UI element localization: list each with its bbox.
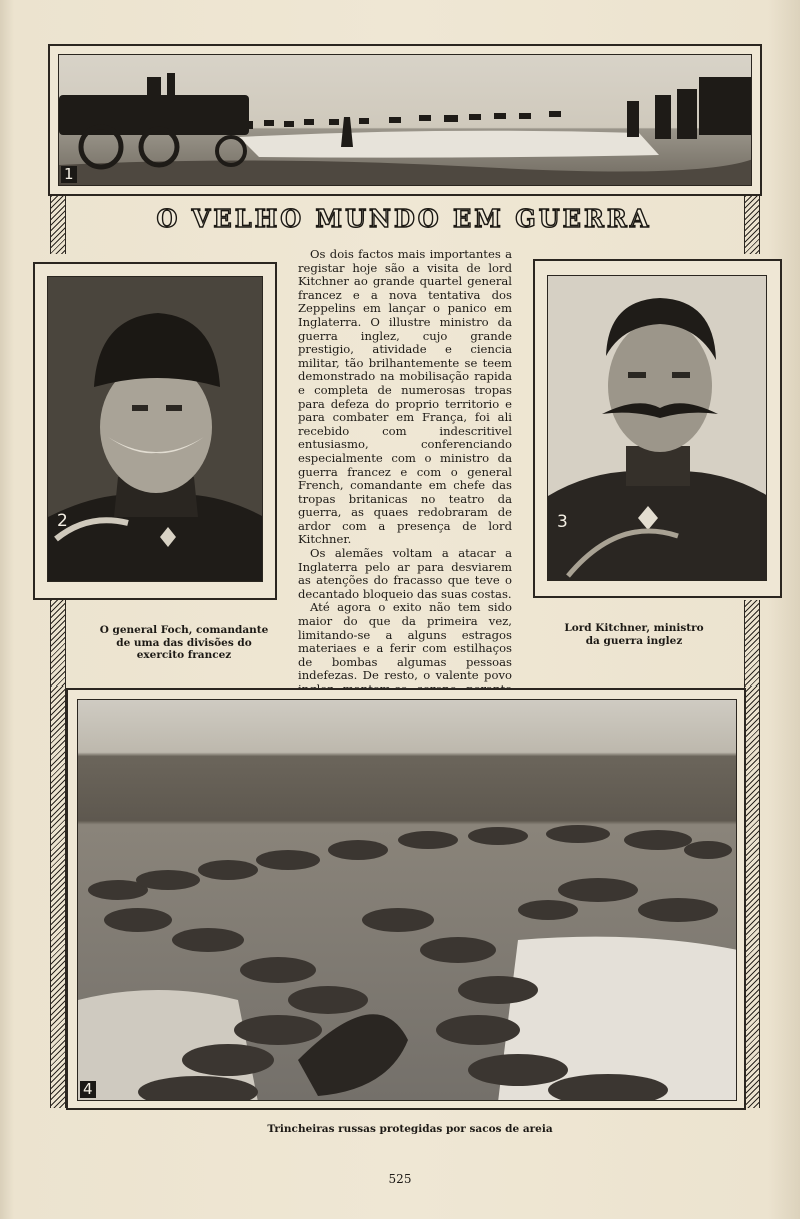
trench-photo — [77, 699, 737, 1101]
right-decorative-border-lower — [744, 600, 760, 686]
foch-portrait — [47, 276, 263, 582]
photo-number-4: 4 — [80, 1081, 96, 1098]
right-decorative-border — [744, 196, 760, 254]
photo-number-1: 1 — [61, 166, 77, 183]
article-paragraph-2: Os alemães voltam a atacar a Inglaterra pelo ar para desviarem as atenções do fracasso que teve o decantado bloqueio das suas costas. — [298, 546, 512, 601]
trench-caption: Trincheiras russas protegidas por sacos de areia — [267, 1123, 553, 1135]
foch-portrait-frame — [33, 262, 277, 600]
article-paragraph-3: Até agora o exito não tem sido maior do que da primeira vez, limitando-se a alguns estragos materiaes e a ferir com estilhaços de bombas algumas pessoas indefezas. De resto, o valente povo — [298, 600, 512, 683]
right-trench-border — [744, 686, 760, 1108]
kitchner-portrait-frame — [533, 259, 782, 598]
top-photo-frame — [48, 44, 762, 196]
kitchner-caption: Lord Kitchner, ministro da guerra inglez — [564, 622, 704, 647]
kitchner-portrait-illustration — [548, 276, 767, 581]
photo-number-3: 3 — [557, 512, 568, 532]
headline: O VELHO MUNDO EM GUERRA — [156, 204, 652, 233]
foch-caption: O general Foch, comandante de uma das divisões do exercito francez — [99, 624, 269, 661]
trench-sandbags-illustration — [78, 700, 737, 1101]
article-body — [298, 248, 512, 724]
left-decorative-border — [50, 196, 66, 254]
article-paragraph-1: Os dois factos mais importantes a registar hoje são a visita de lord Kitchner ao grande quartel general francez e a nova tentativa dos Zeppelins em lançar o panico em Inglaterra. O illustre ministro da guerra inglez, cujo grande prestigio, atividade e ciencia militar, tão brilhantemente se teem demonstrado na mobilisação rapida e completa de numerosas tropas para defeza do proprio territorio e para combater em França, foi ali recebido com indescritivel entusiasmo, conferenciando especialmente com o ministro da guerra francez e com o general French, comandante em chefe das tropas britanicas no teatro da guerra, as quaes redobraram de ardor com a presença de lord Kitchner. — [298, 247, 512, 547]
camp-scene-illustration — [59, 55, 752, 186]
left-trench-border — [50, 686, 66, 1108]
trench-photo-frame — [66, 688, 746, 1110]
photo-number-2: 2 — [57, 511, 68, 531]
foch-portrait-illustration — [48, 277, 263, 582]
top-photo — [58, 54, 752, 186]
page-number: 525 — [388, 1172, 412, 1186]
kitchner-portrait — [547, 275, 767, 581]
left-decorative-border-lower — [50, 600, 66, 686]
